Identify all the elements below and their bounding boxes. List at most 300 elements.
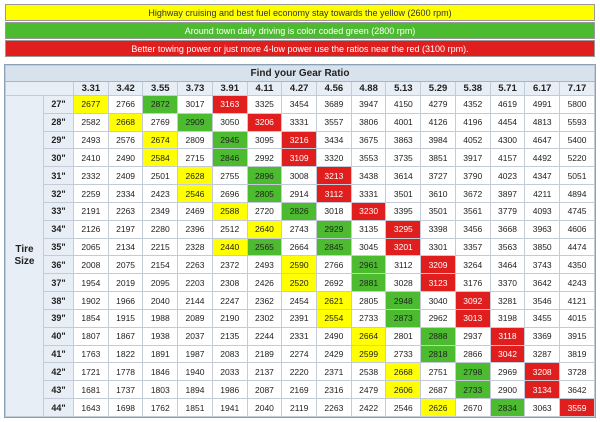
- rpm-cell: 2274: [282, 345, 317, 363]
- rpm-cell: 2866: [455, 345, 490, 363]
- rpm-cell: 2190: [212, 309, 247, 327]
- rpm-cell: 2332: [74, 167, 109, 185]
- rpm-cell: 3092: [455, 292, 490, 310]
- rpm-cell: 2040: [143, 292, 178, 310]
- rpm-cell: 2089: [178, 309, 213, 327]
- ratio-header: 3.55: [143, 82, 178, 96]
- rpm-cell: 2040: [247, 399, 282, 417]
- rpm-cell: 2263: [108, 202, 143, 220]
- rpm-cell: 2134: [108, 238, 143, 256]
- rpm-cell: 3230: [351, 202, 386, 220]
- rpm-cell: 1938: [143, 327, 178, 345]
- rpm-cell: 3176: [455, 274, 490, 292]
- rpm-cell: 3135: [351, 220, 386, 238]
- rpm-cell: 2606: [386, 381, 421, 399]
- rpm-cell: 3013: [455, 309, 490, 327]
- rpm-cell: 3455: [525, 309, 560, 327]
- tire-size-cell: 31": [44, 167, 74, 185]
- rpm-cell: 3264: [455, 256, 490, 274]
- rpm-cell: 2154: [143, 256, 178, 274]
- rpm-cell: 2493: [247, 256, 282, 274]
- rpm-cell: 3028: [386, 274, 421, 292]
- rpm-cell: 2798: [455, 363, 490, 381]
- rpm-cell: 3863: [386, 131, 421, 149]
- rpm-cell: 3947: [351, 96, 386, 114]
- rpm-cell: 2546: [386, 399, 421, 417]
- rpm-cell: 5051: [560, 167, 595, 185]
- rpm-cell: 3357: [455, 238, 490, 256]
- rpm-cell: 2733: [351, 309, 386, 327]
- rpm-cell: 1891: [143, 345, 178, 363]
- rpm-cell: 1867: [108, 327, 143, 345]
- rpm-cell: 2582: [74, 113, 109, 131]
- rpm-cell: 2220: [282, 363, 317, 381]
- rpm-cell: 2490: [108, 149, 143, 167]
- rpm-cell: 2674: [143, 131, 178, 149]
- tire-size-cell: 35": [44, 238, 74, 256]
- rpm-cell: 2992: [247, 149, 282, 167]
- rpm-cell: 2881: [351, 274, 386, 292]
- rpm-cell: 4350: [560, 256, 595, 274]
- rpm-cell: 3561: [455, 202, 490, 220]
- rpm-cell: 4894: [560, 185, 595, 203]
- rpm-cell: 2033: [212, 363, 247, 381]
- tire-size-cell: 39": [44, 309, 74, 327]
- rpm-cell: 4745: [560, 202, 595, 220]
- tire-size-cell: 28": [44, 113, 74, 131]
- rpm-cell: 2766: [108, 96, 143, 114]
- rpm-cell: 3301: [421, 238, 456, 256]
- rpm-cell: 3063: [525, 399, 560, 417]
- rpm-cell: 2969: [490, 363, 525, 381]
- rpm-cell: 4474: [560, 238, 595, 256]
- table-row: [6, 292, 595, 310]
- ratio-header-row: [6, 82, 595, 96]
- rpm-cell: 1763: [74, 345, 109, 363]
- rpm-cell: 3728: [560, 363, 595, 381]
- table-row: [6, 167, 595, 185]
- rpm-cell: 3206: [247, 113, 282, 131]
- rpm-cell: 3735: [386, 149, 421, 167]
- rpm-cell: 3042: [490, 345, 525, 363]
- rpm-cell: 3208: [525, 363, 560, 381]
- rpm-cell: 4196: [455, 113, 490, 131]
- rpm-cell: 2126: [74, 220, 109, 238]
- rpm-cell: 3668: [490, 220, 525, 238]
- rpm-cell: 3438: [351, 167, 386, 185]
- rpm-cell: 2493: [74, 131, 109, 149]
- ratio-header: 3.73: [178, 82, 213, 96]
- rpm-cell: 1822: [108, 345, 143, 363]
- rpm-cell: 1778: [108, 363, 143, 381]
- rpm-cell: 2873: [386, 309, 421, 327]
- rpm-cell: 2538: [351, 363, 386, 381]
- rpm-cell: 4347: [525, 167, 560, 185]
- tire-size-cell: 40": [44, 327, 74, 345]
- rpm-cell: 2191: [74, 202, 109, 220]
- ratio-header: 3.31: [74, 82, 109, 96]
- rpm-cell: 2826: [282, 202, 317, 220]
- tire-size-label-line2: Size: [14, 256, 35, 267]
- rpm-cell: 2809: [178, 131, 213, 149]
- rpm-cell: 2454: [282, 292, 317, 310]
- rpm-cell: 2590: [282, 256, 317, 274]
- rpm-cell: 2334: [108, 185, 143, 203]
- rpm-cell: 2576: [108, 131, 143, 149]
- rpm-cell: 2422: [351, 399, 386, 417]
- table-row: [6, 363, 595, 381]
- rpm-cell: 3287: [525, 345, 560, 363]
- rpm-cell: 4121: [560, 292, 595, 310]
- rpm-cell: 4352: [455, 96, 490, 114]
- tire-size-cell: 34": [44, 220, 74, 238]
- rpm-cell: 2423: [143, 185, 178, 203]
- legend-red-banner: Better towing power or just more 4-low power use the ratios near the red (3100 rpm).: [5, 40, 595, 57]
- rpm-cell: 2621: [317, 292, 352, 310]
- rpm-cell: 2929: [317, 220, 352, 238]
- rpm-cell: 4492: [525, 149, 560, 167]
- rpm-cell: 3743: [525, 256, 560, 274]
- rpm-cell: 2247: [212, 292, 247, 310]
- rpm-cell: 3045: [351, 238, 386, 256]
- rpm-cell: 2599: [351, 345, 386, 363]
- rpm-cell: 4023: [490, 167, 525, 185]
- rpm-cell: 3790: [455, 167, 490, 185]
- rpm-cell: 2490: [317, 327, 352, 345]
- rpm-cell: 3850: [525, 238, 560, 256]
- table-row: [6, 399, 595, 417]
- rpm-cell: 3112: [386, 256, 421, 274]
- rpm-cell: 2554: [317, 309, 352, 327]
- rpm-cell: 2263: [317, 399, 352, 417]
- rpm-cell: 3295: [386, 220, 421, 238]
- tire-size-cell: 37": [44, 274, 74, 292]
- rpm-cell: 4211: [525, 185, 560, 203]
- rpm-cell: 2501: [143, 167, 178, 185]
- rpm-cell: 3727: [421, 167, 456, 185]
- rpm-cell: 3369: [525, 327, 560, 345]
- rpm-cell: 2677: [74, 96, 109, 114]
- rpm-cell: 1954: [74, 274, 109, 292]
- rpm-cell: 3209: [421, 256, 456, 274]
- rpm-cell: 2846: [212, 149, 247, 167]
- rpm-cell: 3963: [525, 220, 560, 238]
- rpm-cell: 2349: [143, 202, 178, 220]
- rpm-cell: 1803: [143, 381, 178, 399]
- ratio-header: 3.42: [108, 82, 143, 96]
- table-row: [6, 220, 595, 238]
- tire-size-cell: 30": [44, 149, 74, 167]
- rpm-cell: 4157: [490, 149, 525, 167]
- table-row: [6, 274, 595, 292]
- rpm-cell: 2144: [178, 292, 213, 310]
- rpm-cell: 2626: [421, 399, 456, 417]
- rpm-cell: 3325: [247, 96, 282, 114]
- rpm-cell: 2429: [317, 345, 352, 363]
- rpm-cell: 2520: [282, 274, 317, 292]
- rpm-cell: 2755: [212, 167, 247, 185]
- rpm-cell: 2945: [212, 131, 247, 149]
- rpm-cell: 1966: [108, 292, 143, 310]
- rpm-cell: 4052: [455, 131, 490, 149]
- rpm-cell: 3216: [282, 131, 317, 149]
- rpm-cell: 3040: [421, 292, 456, 310]
- rpm-cell: 2075: [108, 256, 143, 274]
- ratio-header: 4.88: [351, 82, 386, 96]
- rpm-cell: 2396: [178, 220, 213, 238]
- rpm-cell: 5593: [560, 113, 595, 131]
- rpm-cell: 2037: [178, 327, 213, 345]
- rpm-cell: 2316: [317, 381, 352, 399]
- rpm-cell: 1941: [212, 399, 247, 417]
- rpm-cell: 2280: [143, 220, 178, 238]
- rpm-cell: 4243: [560, 274, 595, 292]
- rpm-cell: 2720: [247, 202, 282, 220]
- ratio-header: 7.17: [560, 82, 595, 96]
- rpm-cell: 1737: [108, 381, 143, 399]
- rpm-cell: 2087: [247, 381, 282, 399]
- rpm-cell: 3118: [490, 327, 525, 345]
- rpm-cell: 3675: [351, 131, 386, 149]
- rpm-cell: 2479: [351, 381, 386, 399]
- rpm-cell: 2546: [178, 185, 213, 203]
- rpm-cell: 2065: [74, 238, 109, 256]
- rpm-cell: 2805: [351, 292, 386, 310]
- rpm-cell: 2302: [247, 309, 282, 327]
- rpm-cell: 3642: [560, 381, 595, 399]
- rpm-cell: 2469: [178, 202, 213, 220]
- rpm-cell: 1940: [178, 363, 213, 381]
- rpm-cell: 4150: [386, 96, 421, 114]
- rpm-cell: 3672: [455, 185, 490, 203]
- rpm-cell: 2668: [108, 113, 143, 131]
- rpm-cell: 2328: [178, 238, 213, 256]
- ratio-header: 5.71: [490, 82, 525, 96]
- ratio-header: 6.17: [525, 82, 560, 96]
- rpm-cell: 2961: [351, 256, 386, 274]
- rpm-cell: 3557: [317, 113, 352, 131]
- rpm-cell: 2169: [282, 381, 317, 399]
- rpm-cell: 2135: [212, 327, 247, 345]
- tire-size-cell: 33": [44, 202, 74, 220]
- rpm-cell: 1846: [143, 363, 178, 381]
- tire-size-cell: 42": [44, 363, 74, 381]
- rpm-cell: 3201: [386, 238, 421, 256]
- rpm-cell: 2362: [247, 292, 282, 310]
- rpm-cell: 1721: [74, 363, 109, 381]
- ratio-header: 5.38: [455, 82, 490, 96]
- rpm-cell: 3050: [212, 113, 247, 131]
- rpm-cell: 2391: [282, 309, 317, 327]
- tire-size-cell: 32": [44, 185, 74, 203]
- rpm-cell: 2896: [247, 167, 282, 185]
- ratio-header: 3.91: [212, 82, 247, 96]
- rpm-cell: 3984: [421, 131, 456, 149]
- rpm-cell: 3559: [560, 399, 595, 417]
- rpm-cell: 2766: [317, 256, 352, 274]
- rpm-cell: 2751: [421, 363, 456, 381]
- rpm-cell: 2189: [247, 345, 282, 363]
- table-row: [6, 381, 595, 399]
- tire-size-cell: 36": [44, 256, 74, 274]
- rpm-cell: 1915: [108, 309, 143, 327]
- rpm-cell: 5800: [560, 96, 595, 114]
- rpm-cell: 4126: [421, 113, 456, 131]
- rpm-cell: 2008: [74, 256, 109, 274]
- rpm-cell: 2664: [282, 238, 317, 256]
- rpm-cell: 2909: [178, 113, 213, 131]
- table-row: [6, 202, 595, 220]
- rpm-cell: 3434: [317, 131, 352, 149]
- rpm-cell: 3553: [351, 149, 386, 167]
- rpm-cell: 1894: [178, 381, 213, 399]
- rpm-cell: 4093: [525, 202, 560, 220]
- table-row: [6, 256, 595, 274]
- rpm-cell: 1851: [178, 399, 213, 417]
- rpm-cell: 4015: [560, 309, 595, 327]
- rpm-cell: 3370: [490, 274, 525, 292]
- rpm-cell: 4300: [490, 131, 525, 149]
- rpm-cell: 2331: [282, 327, 317, 345]
- rpm-cell: 2805: [247, 185, 282, 203]
- rpm-cell: 5400: [560, 131, 595, 149]
- table-row: [6, 131, 595, 149]
- rpm-cell: 2668: [386, 363, 421, 381]
- rpm-cell: 3546: [525, 292, 560, 310]
- rpm-cell: 2845: [317, 238, 352, 256]
- rpm-cell: 4619: [490, 96, 525, 114]
- rpm-cell: 5220: [560, 149, 595, 167]
- rpm-cell: 2696: [212, 185, 247, 203]
- rpm-cell: 1988: [143, 309, 178, 327]
- rpm-cell: 3819: [560, 345, 595, 363]
- rpm-cell: 2962: [421, 309, 456, 327]
- rpm-cell: 2372: [212, 256, 247, 274]
- rpm-cell: 2948: [386, 292, 421, 310]
- tire-size-label-line1: Tire: [15, 244, 34, 255]
- gear-ratio-table: [4, 64, 596, 418]
- rpm-cell: 2937: [455, 327, 490, 345]
- rpm-cell: 3642: [525, 274, 560, 292]
- table-row: [6, 185, 595, 203]
- tire-size-label: [6, 96, 44, 417]
- rpm-cell: 2628: [178, 167, 213, 185]
- rpm-cell: 1681: [74, 381, 109, 399]
- rpm-cell: 3917: [455, 149, 490, 167]
- rpm-cell: 3563: [490, 238, 525, 256]
- rpm-cell: 3614: [386, 167, 421, 185]
- tire-size-cell: 43": [44, 381, 74, 399]
- tire-size-cell: 44": [44, 399, 74, 417]
- rpm-cell: 2588: [212, 202, 247, 220]
- rpm-cell: 2733: [455, 381, 490, 399]
- rpm-cell: 2019: [108, 274, 143, 292]
- rpm-cell: 2095: [143, 274, 178, 292]
- rpm-cell: 3134: [525, 381, 560, 399]
- table-body: [6, 96, 595, 417]
- rpm-cell: 2584: [143, 149, 178, 167]
- rpm-cell: 2733: [386, 345, 421, 363]
- rpm-cell: 3331: [282, 113, 317, 131]
- rpm-cell: 2512: [212, 220, 247, 238]
- rpm-cell: 2197: [108, 220, 143, 238]
- rpm-cell: 2664: [351, 327, 386, 345]
- rpm-cell: 2203: [178, 274, 213, 292]
- tire-size-cell: 29": [44, 131, 74, 149]
- rpm-cell: 3331: [351, 185, 386, 203]
- rpm-cell: 3454: [282, 96, 317, 114]
- rpm-cell: 2769: [143, 113, 178, 131]
- rpm-cell: 1643: [74, 399, 109, 417]
- rpm-cell: 2083: [212, 345, 247, 363]
- tire-size-cell: 27": [44, 96, 74, 114]
- rpm-cell: 3464: [490, 256, 525, 274]
- rpm-cell: 4606: [560, 220, 595, 238]
- rpm-cell: 2818: [421, 345, 456, 363]
- rpm-cell: 1698: [108, 399, 143, 417]
- rpm-cell: 3123: [421, 274, 456, 292]
- rpm-cell: 4991: [525, 96, 560, 114]
- table-row: [6, 238, 595, 256]
- rpm-cell: 3018: [317, 202, 352, 220]
- table-row: [6, 309, 595, 327]
- header-corner: [6, 82, 74, 96]
- rpm-cell: 3915: [560, 327, 595, 345]
- rpm-cell: 4813: [525, 113, 560, 131]
- rpm-cell: 1854: [74, 309, 109, 327]
- rpm-cell: 3213: [317, 167, 352, 185]
- rpm-cell: 3398: [421, 220, 456, 238]
- ratio-header: 4.56: [317, 82, 352, 96]
- ratio-header: 5.29: [421, 82, 456, 96]
- rpm-cell: 3456: [455, 220, 490, 238]
- table-row: [6, 149, 595, 167]
- rpm-cell: 2215: [143, 238, 178, 256]
- table-row: [6, 345, 595, 363]
- rpm-cell: 2308: [212, 274, 247, 292]
- rpm-cell: 3501: [421, 202, 456, 220]
- rpm-cell: 3689: [317, 96, 352, 114]
- rpm-cell: 2670: [455, 399, 490, 417]
- rpm-cell: 1986: [212, 381, 247, 399]
- rpm-cell: 2565: [247, 238, 282, 256]
- tire-size-cell: 41": [44, 345, 74, 363]
- legend-yellow-banner: Highway cruising and best fuel economy stay towards the yellow (2600 rpm): [5, 4, 595, 21]
- rpm-cell: 3320: [317, 149, 352, 167]
- rpm-cell: 2692: [317, 274, 352, 292]
- rpm-cell: 3008: [282, 167, 317, 185]
- rpm-cell: 1807: [74, 327, 109, 345]
- legend-green-banner: Around town daily driving is color coded green (2800 rpm): [5, 22, 595, 39]
- rpm-cell: 2834: [490, 399, 525, 417]
- rpm-cell: 2371: [317, 363, 352, 381]
- rpm-cell: 2687: [421, 381, 456, 399]
- rpm-cell: 2119: [282, 399, 317, 417]
- rpm-cell: 2440: [212, 238, 247, 256]
- rpm-cell: 1987: [178, 345, 213, 363]
- table-row: [6, 96, 595, 114]
- rpm-cell: 4454: [490, 113, 525, 131]
- rpm-cell: 4001: [386, 113, 421, 131]
- rpm-cell: 3112: [317, 185, 352, 203]
- rpm-cell: 2872: [143, 96, 178, 114]
- rpm-cell: 3095: [247, 131, 282, 149]
- rpm-cell: 3806: [351, 113, 386, 131]
- rpm-cell: 1762: [143, 399, 178, 417]
- rpm-cell: 3501: [386, 185, 421, 203]
- tire-size-cell: 38": [44, 292, 74, 310]
- rpm-cell: 3198: [490, 309, 525, 327]
